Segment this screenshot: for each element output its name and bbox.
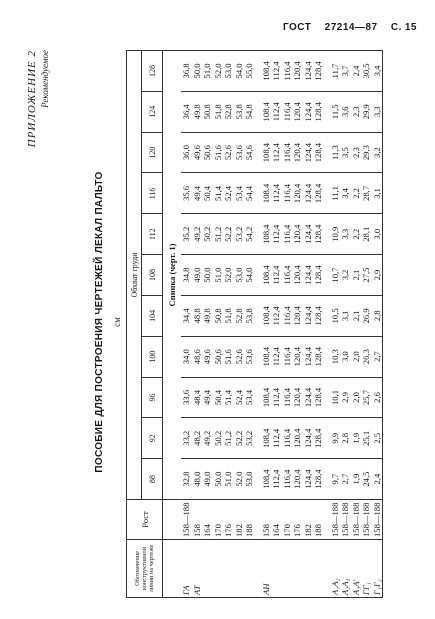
- row-height: 164: [202, 500, 213, 540]
- value-cell: 10,7: [330, 255, 341, 296]
- value-cell: 49,0: [202, 459, 213, 500]
- value-cell: 124,4: [303, 295, 314, 336]
- value-cell: 116,4: [282, 418, 293, 459]
- value-cell: 34,8: [181, 255, 192, 296]
- row-height: 158—188: [351, 500, 362, 540]
- value-cell: 1,9: [351, 459, 362, 500]
- value-cell: 51,0: [213, 255, 224, 296]
- value-cell: 36,4: [181, 91, 192, 132]
- value-cell: 116,4: [282, 132, 293, 173]
- value-cell: 54,2: [244, 214, 255, 255]
- value-cell: 3,1: [372, 173, 383, 214]
- value-cell: 50,8: [213, 295, 224, 336]
- value-cell: 2,1: [351, 255, 362, 296]
- value-cell: 48,0: [192, 459, 203, 500]
- table-row: [372, 51, 383, 598]
- value-cell: 3,1: [340, 295, 351, 336]
- row-height: 158: [261, 500, 272, 540]
- size-header: 100: [142, 336, 163, 377]
- value-cell: 9,9: [330, 418, 341, 459]
- value-cell: 51,2: [223, 418, 234, 459]
- table-row: [351, 51, 362, 598]
- value-cell: 51,8: [223, 295, 234, 336]
- value-cell: 120,4: [292, 173, 303, 214]
- value-cell: 9,7: [330, 459, 341, 500]
- table-row: [223, 51, 234, 598]
- value-cell: 108,4: [261, 132, 272, 173]
- value-cell: 112,4: [271, 214, 282, 255]
- value-cell: 2,6: [372, 377, 383, 418]
- table-row: [213, 51, 224, 598]
- value-cell: 108,4: [261, 295, 272, 336]
- value-cell: 52,0: [213, 51, 224, 92]
- value-cell: 53,0: [234, 255, 245, 296]
- row-designation: [223, 540, 234, 598]
- value-cell: 52,0: [234, 459, 245, 500]
- value-cell: 3,0: [340, 336, 351, 377]
- size-header: 124: [142, 91, 163, 132]
- table-title: ПОСОБИЕ ДЛЯ ПОСТРОЕНИЯ ЧЕРТЕЖЕЙ ЛЕКАЛ ПАЛЬТО: [94, 171, 105, 473]
- col-height: Рост: [127, 500, 163, 540]
- value-cell: 108,4: [261, 377, 272, 418]
- row-designation: [313, 540, 324, 598]
- value-cell: 11,7: [330, 51, 341, 92]
- row-designation: [234, 540, 245, 598]
- size-header: 112: [142, 214, 163, 255]
- row-height: 176: [292, 500, 303, 540]
- value-cell: 33,6: [181, 377, 192, 418]
- value-cell: 3,4: [340, 173, 351, 214]
- value-cell: 53,8: [234, 91, 245, 132]
- value-cell: 108,4: [261, 91, 272, 132]
- row-height: 158—188: [181, 500, 192, 540]
- table-row: [234, 51, 245, 598]
- value-cell: 52,2: [223, 214, 234, 255]
- value-cell: 10,3: [330, 336, 341, 377]
- value-cell: 53,6: [244, 336, 255, 377]
- table-row: [282, 51, 293, 598]
- value-cell: 25,1: [361, 418, 372, 459]
- row-height: 164: [271, 500, 282, 540]
- value-cell: 3,6: [340, 91, 351, 132]
- row-designation: [213, 540, 224, 598]
- page-prefix: С.: [390, 22, 402, 33]
- table-row: [202, 51, 213, 598]
- value-cell: 112,4: [271, 173, 282, 214]
- row-designation: [303, 540, 314, 598]
- value-cell: 124,4: [303, 336, 314, 377]
- value-cell: 53,0: [244, 459, 255, 500]
- value-cell: 2,0: [351, 336, 362, 377]
- value-cell: 116,4: [282, 459, 293, 500]
- section-row: [163, 51, 182, 598]
- value-cell: 51,6: [223, 336, 234, 377]
- value-cell: 3,0: [372, 214, 383, 255]
- value-cell: 108,4: [261, 459, 272, 500]
- value-cell: 36,0: [181, 132, 192, 173]
- value-cell: 112,4: [271, 255, 282, 296]
- row-designation: А₁А₂: [330, 540, 341, 598]
- unit-label: см: [112, 317, 122, 327]
- table-row: [330, 51, 341, 598]
- value-cell: 112,4: [271, 459, 282, 500]
- value-cell: 26,9: [361, 295, 372, 336]
- value-cell: 116,4: [282, 51, 293, 92]
- value-cell: 52,4: [223, 173, 234, 214]
- value-cell: 128,4: [313, 336, 324, 377]
- row-designation: [202, 540, 213, 598]
- value-cell: 120,4: [292, 336, 303, 377]
- value-cell: 51,4: [223, 377, 234, 418]
- value-cell: 49,2: [192, 214, 203, 255]
- value-cell: 116,4: [282, 214, 293, 255]
- value-cell: 49,0: [192, 255, 203, 296]
- value-cell: 30,5: [361, 51, 372, 92]
- value-cell: 11,5: [330, 91, 341, 132]
- value-cell: 128,4: [313, 132, 324, 173]
- value-cell: 53,4: [244, 377, 255, 418]
- value-cell: 2,2: [351, 214, 362, 255]
- value-cell: 112,4: [271, 336, 282, 377]
- value-cell: 3,5: [340, 132, 351, 173]
- value-cell: 53,4: [234, 173, 245, 214]
- value-cell: 54,8: [244, 91, 255, 132]
- value-cell: 120,4: [292, 91, 303, 132]
- value-cell: 2,1: [351, 295, 362, 336]
- value-cell: 124,4: [303, 173, 314, 214]
- value-cell: 128,4: [313, 214, 324, 255]
- value-cell: 27,5: [361, 255, 372, 296]
- table-row: [361, 51, 372, 598]
- value-cell: 54,0: [234, 51, 245, 92]
- row-height: 158—188: [361, 500, 372, 540]
- size-header: 116: [142, 173, 163, 214]
- value-cell: 112,4: [271, 91, 282, 132]
- value-cell: 3,3: [340, 214, 351, 255]
- value-cell: 55,0: [244, 51, 255, 92]
- row-height: 182: [234, 500, 245, 540]
- value-cell: 108,4: [261, 214, 272, 255]
- value-cell: 10,9: [330, 214, 341, 255]
- value-cell: 2,2: [351, 173, 362, 214]
- value-cell: 128,4: [313, 51, 324, 92]
- standard-number: 27214—87: [324, 22, 378, 33]
- value-cell: 51,8: [213, 91, 224, 132]
- value-cell: 112,4: [271, 377, 282, 418]
- value-cell: 29,3: [361, 132, 372, 173]
- appendix-block: [26, 50, 50, 147]
- value-cell: 53,6: [234, 132, 245, 173]
- value-cell: 108,4: [261, 255, 272, 296]
- value-cell: 3,2: [340, 255, 351, 296]
- value-cell: 3,3: [372, 91, 383, 132]
- value-cell: 3,4: [372, 51, 383, 92]
- value-cell: 2,9: [340, 377, 351, 418]
- value-cell: 48,4: [192, 377, 203, 418]
- value-cell: 128,4: [313, 173, 324, 214]
- value-cell: 28,7: [361, 173, 372, 214]
- value-cell: 50,2: [213, 418, 224, 459]
- value-cell: 51,4: [213, 173, 224, 214]
- row-height: 158: [192, 500, 203, 540]
- value-cell: 2,3: [351, 91, 362, 132]
- row-height: 188: [244, 500, 255, 540]
- page-header: [273, 22, 417, 33]
- value-cell: 2,0: [351, 377, 362, 418]
- rotated-sheet: [10, 42, 415, 602]
- row-designation: [244, 540, 255, 598]
- table-row: [244, 51, 255, 598]
- value-cell: 51,0: [202, 51, 213, 92]
- value-cell: 50,8: [202, 91, 213, 132]
- value-cell: 108,4: [261, 173, 272, 214]
- value-cell: 2,8: [340, 418, 351, 459]
- value-cell: 108,4: [261, 336, 272, 377]
- value-cell: 116,4: [282, 91, 293, 132]
- value-cell: 48,8: [192, 295, 203, 336]
- value-cell: 120,4: [292, 418, 303, 459]
- row-designation: А₃А': [351, 540, 362, 598]
- value-cell: 11,3: [330, 132, 341, 173]
- value-cell: 108,4: [261, 418, 272, 459]
- value-cell: 128,4: [313, 91, 324, 132]
- table-row: [340, 51, 351, 598]
- value-cell: 124,4: [303, 51, 314, 92]
- value-cell: 49,4: [192, 173, 203, 214]
- row-height: 176: [223, 500, 234, 540]
- value-cell: 112,4: [271, 295, 282, 336]
- value-cell: 32,8: [181, 459, 192, 500]
- value-cell: 2,5: [372, 418, 383, 459]
- size-header: 96: [142, 377, 163, 418]
- value-cell: 124,4: [303, 418, 314, 459]
- value-cell: 128,4: [313, 418, 324, 459]
- value-cell: 52,0: [223, 255, 234, 296]
- value-cell: 50,0: [213, 459, 224, 500]
- value-cell: 51,0: [223, 459, 234, 500]
- table-body: [163, 51, 383, 598]
- value-cell: 2,7: [372, 336, 383, 377]
- value-cell: 11,1: [330, 173, 341, 214]
- pattern-table: [126, 50, 383, 598]
- section-title: Спинка (черт. 1): [163, 51, 182, 500]
- value-cell: 120,4: [292, 51, 303, 92]
- value-cell: 124,4: [303, 459, 314, 500]
- value-cell: 53,2: [234, 214, 245, 255]
- value-cell: 1,9: [351, 418, 362, 459]
- value-cell: 124,4: [303, 91, 314, 132]
- value-cell: 128,4: [313, 459, 324, 500]
- row-designation: [271, 540, 282, 598]
- value-cell: 36,8: [181, 51, 192, 92]
- size-header: 92: [142, 418, 163, 459]
- value-cell: 49,2: [202, 418, 213, 459]
- value-cell: 49,6: [202, 336, 213, 377]
- value-cell: 10,1: [330, 377, 341, 418]
- section-cell: [163, 500, 182, 540]
- value-cell: 50,6: [213, 336, 224, 377]
- size-header: 108: [142, 255, 163, 296]
- standard-label: ГОСТ: [282, 22, 312, 33]
- value-cell: 124,4: [303, 377, 314, 418]
- value-cell: 50,4: [202, 173, 213, 214]
- value-cell: 52,2: [234, 418, 245, 459]
- value-cell: 51,2: [213, 214, 224, 255]
- table-row: [181, 51, 192, 598]
- row-designation: А₂А₃: [340, 540, 351, 598]
- value-cell: 112,4: [271, 51, 282, 92]
- table-row: [313, 51, 324, 598]
- value-cell: 112,4: [271, 132, 282, 173]
- value-cell: 116,4: [282, 336, 293, 377]
- value-cell: 50,4: [213, 377, 224, 418]
- value-cell: 52,4: [234, 377, 245, 418]
- value-cell: 3,2: [372, 132, 383, 173]
- row-height: 182: [303, 500, 314, 540]
- value-cell: 2,9: [372, 255, 383, 296]
- value-cell: 2,4: [351, 51, 362, 92]
- value-cell: 10,5: [330, 295, 341, 336]
- size-header: 128: [142, 51, 163, 92]
- col-designation: Обозначение конструктивной линии на чертеже: [127, 540, 163, 598]
- value-cell: 124,4: [303, 132, 314, 173]
- value-cell: 120,4: [292, 295, 303, 336]
- size-header: 104: [142, 295, 163, 336]
- value-cell: 25,7: [361, 377, 372, 418]
- value-cell: 52,6: [223, 132, 234, 173]
- value-cell: 124,4: [303, 214, 314, 255]
- value-cell: 116,4: [282, 173, 293, 214]
- appendix-subtitle: Рекомендуемое: [40, 50, 50, 108]
- value-cell: 51,6: [213, 132, 224, 173]
- value-cell: 48,6: [192, 336, 203, 377]
- value-cell: 120,4: [292, 459, 303, 500]
- row-designation: [282, 540, 293, 598]
- value-cell: 2,4: [372, 459, 383, 500]
- appendix-title: ПРИЛОЖЕНИЕ 2: [26, 50, 38, 148]
- value-cell: 50,6: [202, 132, 213, 173]
- value-cell: 120,4: [292, 255, 303, 296]
- value-cell: 53,0: [223, 51, 234, 92]
- section-cell: [163, 540, 182, 598]
- value-cell: 120,4: [292, 132, 303, 173]
- value-cell: 35,6: [181, 173, 192, 214]
- value-cell: 49,4: [202, 377, 213, 418]
- value-cell: 116,4: [282, 295, 293, 336]
- value-cell: 124,4: [303, 255, 314, 296]
- size-header: 120: [142, 132, 163, 173]
- value-cell: 49,6: [192, 132, 203, 173]
- row-designation: Г₁Г₂: [372, 540, 383, 598]
- col-group-chest: Обхват груди: [127, 51, 142, 500]
- value-cell: 35,2: [181, 214, 192, 255]
- value-cell: 2,7: [340, 459, 351, 500]
- value-cell: 29,9: [361, 91, 372, 132]
- row-height: 158—188: [330, 500, 341, 540]
- value-cell: 52,8: [223, 91, 234, 132]
- value-cell: 24,5: [361, 459, 372, 500]
- value-cell: 128,4: [313, 295, 324, 336]
- value-cell: 54,4: [244, 173, 255, 214]
- table-row: [261, 51, 272, 598]
- value-cell: 120,4: [292, 214, 303, 255]
- value-cell: 112,4: [271, 418, 282, 459]
- value-cell: 52,6: [234, 336, 245, 377]
- value-cell: 33,2: [181, 418, 192, 459]
- row-designation: ГА: [181, 540, 192, 598]
- table-row: [192, 51, 203, 598]
- value-cell: 34,0: [181, 336, 192, 377]
- value-cell: 116,4: [282, 377, 293, 418]
- value-cell: 50,2: [202, 214, 213, 255]
- value-cell: 53,2: [244, 418, 255, 459]
- table-row: [303, 51, 314, 598]
- value-cell: 2,8: [372, 295, 383, 336]
- value-cell: 128,4: [313, 255, 324, 296]
- value-cell: 28,1: [361, 214, 372, 255]
- value-cell: 54,0: [244, 255, 255, 296]
- value-cell: 53,8: [244, 295, 255, 336]
- row-designation: АН: [261, 540, 272, 598]
- page-number: 15: [404, 22, 417, 33]
- row-height: 158—188: [340, 500, 351, 540]
- table-row: [292, 51, 303, 598]
- value-cell: 49,8: [192, 91, 203, 132]
- value-cell: 48,2: [192, 418, 203, 459]
- table-row: [271, 51, 282, 598]
- row-height: 170: [282, 500, 293, 540]
- value-cell: 34,4: [181, 295, 192, 336]
- value-cell: 50,0: [202, 255, 213, 296]
- row-designation: ГГ₁: [361, 540, 372, 598]
- value-cell: 120,4: [292, 377, 303, 418]
- row-height: 158—188: [372, 500, 383, 540]
- value-cell: 52,8: [234, 295, 245, 336]
- row-designation: [292, 540, 303, 598]
- value-cell: 108,4: [261, 51, 272, 92]
- row-designation: АТ: [192, 540, 203, 598]
- row-height: 170: [213, 500, 224, 540]
- value-cell: 26,3: [361, 336, 372, 377]
- size-header: 88: [142, 459, 163, 500]
- value-cell: 50,0: [192, 51, 203, 92]
- value-cell: 128,4: [313, 377, 324, 418]
- value-cell: 2,3: [351, 132, 362, 173]
- row-height: 188: [313, 500, 324, 540]
- value-cell: 49,8: [202, 295, 213, 336]
- value-cell: 54,6: [244, 132, 255, 173]
- value-cell: 3,7: [340, 51, 351, 92]
- value-cell: 116,4: [282, 255, 293, 296]
